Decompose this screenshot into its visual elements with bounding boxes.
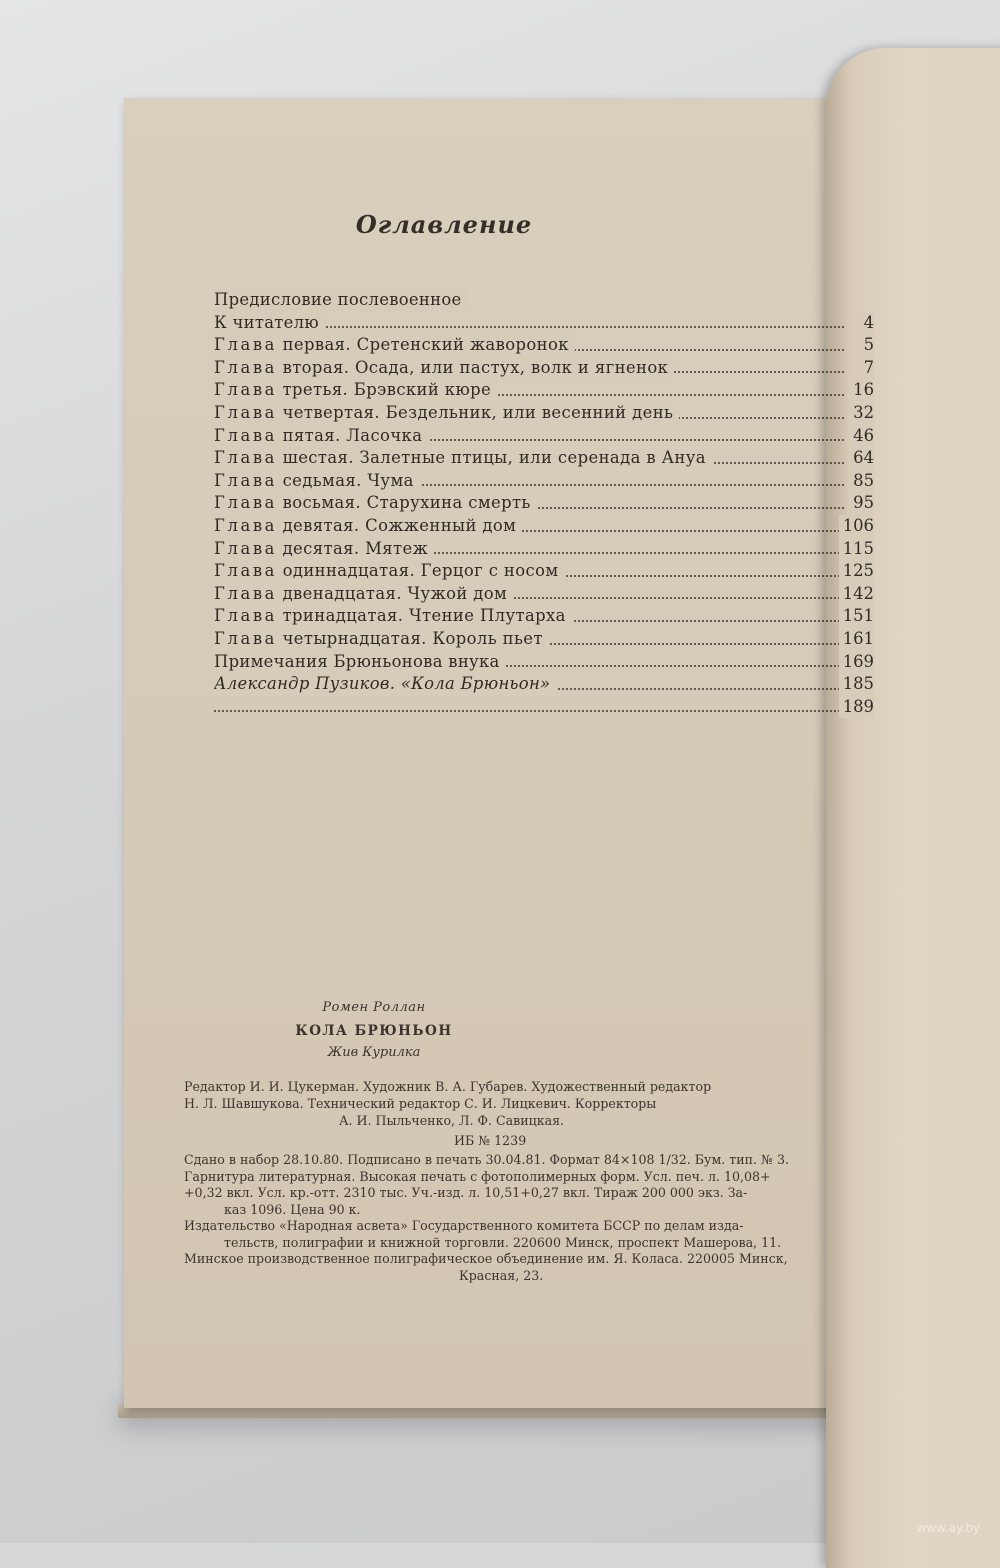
toc-entry-title: десятая. Мятеж bbox=[282, 538, 429, 558]
toc-page-number: 46 bbox=[849, 425, 874, 448]
toc-entry-text bbox=[214, 560, 565, 583]
toc-entry-title: тринадцатая. Чтение Плутарха bbox=[282, 606, 566, 626]
toc-entry bbox=[214, 605, 874, 628]
credits-line: А. И. Пыльченко, Л. Ф. Савицкая. bbox=[339, 1113, 565, 1128]
imprint-author: Ромен Роллан bbox=[322, 1000, 426, 1015]
toc-entry bbox=[214, 515, 874, 538]
toc-entry bbox=[214, 538, 874, 561]
toc-entry bbox=[214, 357, 874, 380]
toc-entry-text bbox=[214, 379, 497, 402]
toc-title: Оглавление bbox=[355, 210, 533, 239]
toc-entry-title: девятая. Сожженный дом bbox=[282, 515, 517, 535]
toc-entry-title: одиннадцатая. Герцог с носом bbox=[282, 561, 559, 581]
toc-page-number: 32 bbox=[849, 402, 874, 425]
toc-entry-prefix: Глава bbox=[214, 357, 278, 377]
toc-entry bbox=[214, 447, 874, 470]
toc-entry bbox=[214, 696, 874, 719]
toc-page-number: 125 bbox=[839, 560, 874, 583]
imprint bbox=[184, 1000, 844, 1284]
toc-entry-prefix: Глава bbox=[214, 538, 278, 558]
toc-entry-prefix: Глава bbox=[214, 628, 278, 648]
toc-page-number: 4 bbox=[860, 312, 874, 335]
toc-entry-prefix: Глава bbox=[214, 335, 278, 355]
credits-line: Н. Л. Шавшукова. Технический редактор С. И. Лицкевич. Корректоры bbox=[184, 1096, 657, 1111]
watermark: www.ay.by bbox=[916, 1521, 980, 1535]
toc-entry-title: шестая. Залетные птицы, или серенада в Ануа bbox=[282, 448, 706, 468]
toc-entry-title: Александр Пузиков. «Кола Брюньон» bbox=[214, 674, 551, 694]
toc-entry-text bbox=[214, 334, 575, 357]
toc-entry-text bbox=[214, 402, 679, 425]
toc-entry-text bbox=[214, 515, 522, 538]
ib-number: ИБ № 1239 bbox=[454, 1133, 527, 1148]
imprint-title: КОЛА БРЮНЬОН bbox=[295, 1023, 453, 1039]
pub-line: Сдано в набор 28.10.80. Подписано в печать 30.04.81. Формат 84×108 1/32. Бум. тип. № 3. bbox=[184, 1152, 789, 1167]
toc-entry-prefix: Глава bbox=[214, 425, 278, 445]
toc-page-number: 169 bbox=[839, 651, 874, 674]
toc-page-number: 7 bbox=[860, 357, 874, 380]
toc-leader-dots bbox=[214, 710, 844, 712]
toc-entry bbox=[214, 379, 874, 402]
toc-entry-text bbox=[214, 357, 674, 380]
publication-info bbox=[184, 1152, 844, 1284]
pub-line: Гарнитура литературная. Высокая печать с фотополимерных форм. Усл. печ. л. 10,08+ bbox=[184, 1168, 771, 1184]
imprint-credits bbox=[184, 1078, 844, 1129]
toc-entry-prefix: Глава bbox=[214, 448, 278, 468]
toc-entry bbox=[214, 312, 874, 335]
toc-entry-text bbox=[214, 470, 420, 493]
pub-line: +0,32 вкл. Усл. кр.-отт. 2310 тыс. Уч.-изд. л. 10,51+0,27 вкл. Тираж 200 000 экз. За- bbox=[184, 1185, 748, 1200]
toc-page-number: 106 bbox=[839, 515, 874, 538]
toc-page-number: 185 bbox=[839, 673, 874, 696]
toc-entry-text bbox=[214, 538, 434, 561]
pub-line: Минское производственное полиграфическое объединение им. Я. Коласа. 220005 Минск, bbox=[184, 1251, 788, 1266]
toc-page-number: 151 bbox=[839, 605, 874, 628]
toc-entry-prefix: Глава bbox=[214, 493, 278, 513]
toc-entry bbox=[214, 583, 874, 606]
toc-entry-prefix: Глава bbox=[214, 583, 278, 603]
toc-entry-prefix: Глава bbox=[214, 515, 278, 535]
toc-entry-title: двенадцатая. Чужой дом bbox=[282, 583, 508, 603]
toc-entry bbox=[214, 402, 874, 425]
pub-line: тельств, полиграфии и книжной торговли. 220600 Минск, проспект Машерова, 11. bbox=[224, 1234, 782, 1250]
table-of-contents bbox=[214, 289, 874, 718]
toc-page-number: 85 bbox=[849, 470, 874, 493]
toc-entry-title: пятая. Ласочка bbox=[282, 425, 423, 445]
toc-entry-text bbox=[214, 673, 556, 696]
toc-entry bbox=[214, 628, 874, 651]
toc-page-number: 95 bbox=[849, 492, 874, 515]
pub-line: каз 1096. Цена 90 к. bbox=[224, 1201, 361, 1217]
toc-entry bbox=[214, 289, 874, 312]
pub-line: Красная, 23. bbox=[459, 1267, 544, 1283]
credits-line: Редактор И. И. Цукерман. Художник В. А. Губарев. Художественный редактор bbox=[184, 1079, 712, 1094]
toc-entry bbox=[214, 425, 874, 448]
toc-entry bbox=[214, 492, 874, 515]
pub-line: Издательство «Народная асвета» Государственного комитета БССР по делам изда- bbox=[184, 1218, 744, 1233]
toc-page-number: 115 bbox=[839, 538, 874, 561]
toc-entry-text bbox=[214, 312, 325, 335]
toc-entry-title: четырнадцатая. Король пьет bbox=[282, 628, 543, 648]
toc-entry bbox=[214, 470, 874, 493]
toc-entry-text bbox=[214, 628, 549, 651]
toc-entry-text bbox=[214, 492, 537, 515]
toc-page-number: 5 bbox=[860, 334, 874, 357]
toc-entry bbox=[214, 651, 874, 674]
toc-page-number: 16 bbox=[849, 379, 874, 402]
toc-entry-text bbox=[214, 447, 712, 470]
toc-entry-title: первая. Сретенский жаворонок bbox=[282, 335, 569, 355]
toc-page-number: 189 bbox=[839, 696, 874, 719]
toc-entry-text bbox=[214, 425, 428, 448]
toc-entry-title: четвертая. Бездельник, или весенний день bbox=[282, 402, 674, 422]
toc-page-number: 161 bbox=[839, 628, 874, 651]
toc-entry-prefix: Глава bbox=[214, 380, 278, 400]
toc-entry-title: К читателю bbox=[214, 312, 319, 332]
toc-entry-title: третья. Брэвский кюре bbox=[282, 380, 492, 400]
toc-entry-text bbox=[214, 289, 468, 312]
toc-entry-title: седьмая. Чума bbox=[282, 470, 414, 490]
toc-entry-title: вторая. Осада, или пастух, волк и ягненок bbox=[282, 357, 669, 377]
toc-entry bbox=[214, 560, 874, 583]
toc-entry-prefix: Глава bbox=[214, 606, 278, 626]
toc-page-number: 142 bbox=[839, 583, 874, 606]
toc-entry-prefix: Глава bbox=[214, 402, 278, 422]
toc-page-number: 64 bbox=[849, 447, 874, 470]
facing-page bbox=[826, 48, 1000, 1568]
toc-entry-text bbox=[214, 583, 513, 606]
toc-entry-text bbox=[214, 651, 506, 674]
toc-entry-prefix: Глава bbox=[214, 561, 278, 581]
toc-entry bbox=[214, 673, 874, 696]
toc-entry-prefix: Глава bbox=[214, 470, 278, 490]
toc-entry-title: Примечания Брюньонова внука bbox=[214, 651, 500, 671]
toc-entry-title: восьмая. Старухина смерть bbox=[282, 493, 531, 513]
toc-entry bbox=[214, 334, 874, 357]
toc-entry-title: Предисловие послевоенное bbox=[214, 290, 462, 309]
imprint-subtitle: Жив Курилка bbox=[327, 1045, 421, 1060]
toc-entry-text bbox=[214, 605, 572, 628]
